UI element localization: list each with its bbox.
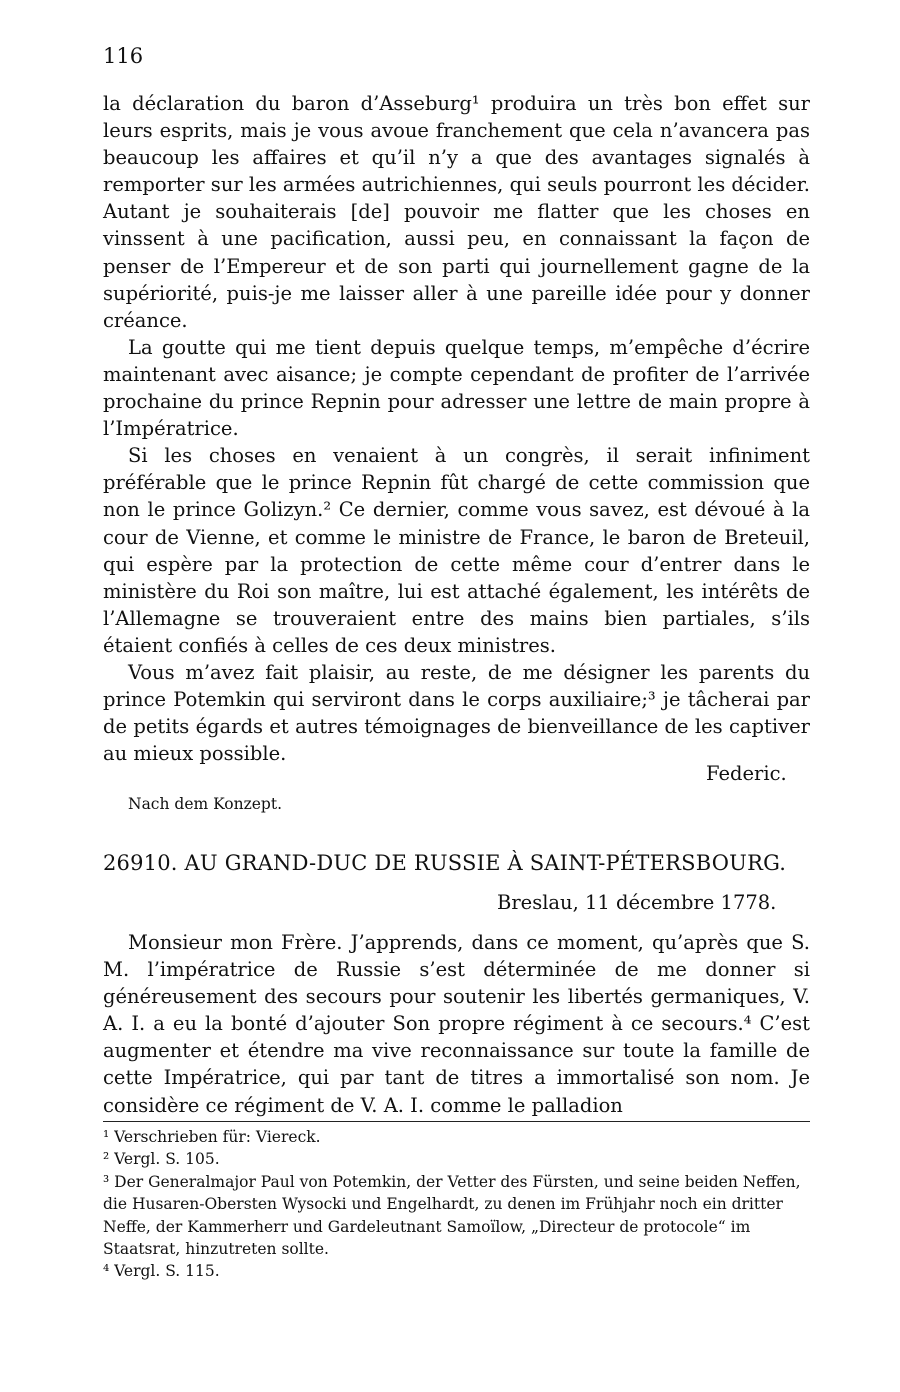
paragraph: la déclaration du baron d’Asseburg¹ produira un très bon effet sur leurs esprits, mais je vous avoue franchement que cela n’avancera pas beaucoup les affaires et qu’il n’y a que des avantages signalés à remporter sur les armées autrichiennes, qui seuls pourront les décider. Autant je souhaiterais [de] pouvoir me flatter que les choses en vinssent à une pacification, aussi peu, en connaissant la façon de penser de l’Empereur et de son parti qui journellement gagne de la supériorité, puis-je me laisser aller à une pareille idée pour y donner créance. xyxy=(103,92,810,332)
source-note: Nach dem Konzept. xyxy=(128,795,283,813)
footnote: ² Vergl. S. 105. xyxy=(103,1150,220,1169)
page-number: 116 xyxy=(103,44,144,68)
signature: Federic. xyxy=(706,762,787,785)
footnote: ¹ Verschrieben für: Viereck. xyxy=(103,1128,321,1146)
footnote-rule xyxy=(103,1121,810,1122)
paragraph: La goutte qui me tient depuis quelque temps, m’empêche d’écrire maintenant avec aisance; je compte cependant de profiter de l’arrivée prochaine du prince Repnin pour adresser une lettre de main propre à l’Impératrice. xyxy=(103,335,810,441)
paragraph: Monsieur mon Frère. J’apprends, dans ce moment, qu’après que S. M. l’impératrice de Russie s’est déterminée de me donner si généreusement des secours pour soutenir les libertés germaniques, V. A. I. a eu la bonté d’ajouter Son propre régiment à ce secours.⁴ C’est augmenter et étendre ma vive reconnaissance sur toute la famille de cette Impératrice, qui par tant de titres a immortalisé son nom. Je considère ce régiment de V. A. I. comme le palladion xyxy=(103,931,810,1117)
paragraph: Vous m’avez fait plaisir, au reste, de me désigner les parents du prince Potemkin qui serviront dans le corps auxiliaire;³ je tâcherai par de petits égards et autres témoignages de bienveillance de les captiver au mieux possible. xyxy=(103,660,810,766)
new-letter-body xyxy=(103,929,810,1119)
letter-heading: 26910. AU GRAND-DUC DE RUSSIE À SAINT-PÉTERSBOURG. xyxy=(103,851,787,875)
paragraph: Si les choses en venaient à un congrès, il serait infiniment préférable que le prince Repnin fût chargé de cette commission que non le prince Golizyn.² Ce dernier, comme vous savez, est dévoué à la cour de Vienne, et comme le ministre de France, le baron de Breteuil, qui espère par la protection de cette même cour d’entrer dans le ministère du Roi son maître, lui est attaché également, les intérêts de l’Allemagne se trouveraient entre des mains bien partiales, s’ils étaient confiés à celles de ces deux ministres. xyxy=(103,444,810,657)
footnote: ³ Der Generalmajor Paul von Potemkin, der Vetter des Fürsten, und seine beiden Neffen, die Husaren-Obersten Wysocki und Engelhardt, zu denen im Frühjahr noch ein dritter Neffe, der Kammerherr und Gardeleutnant Samoïlow, „Directeur de protocole“ im Staatsrat, hinzutreten sollte. xyxy=(103,1172,801,1259)
footnote: ⁴ Vergl. S. 115. xyxy=(103,1262,220,1281)
footnotes xyxy=(103,1126,810,1283)
dateline: Breslau, 11 décembre 1778. xyxy=(497,891,777,914)
letter-continuation xyxy=(103,90,810,767)
